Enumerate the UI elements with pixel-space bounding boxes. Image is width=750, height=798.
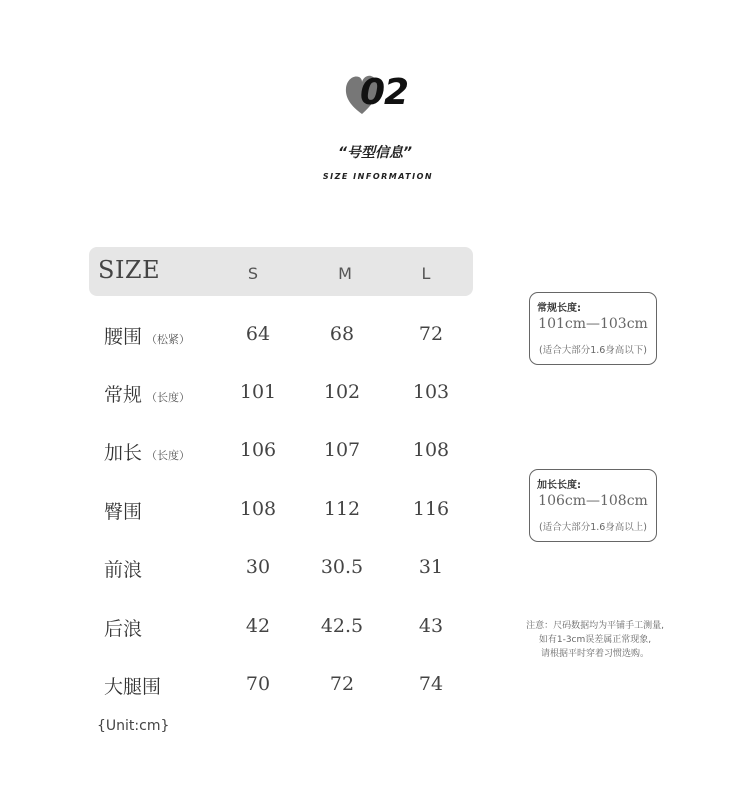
row-name: 臀围 <box>104 501 143 523</box>
long-length-info-box <box>529 469 657 542</box>
table-row-label <box>104 322 190 349</box>
section-number: 02 <box>360 72 409 113</box>
row-name: 后浪 <box>104 618 143 640</box>
table-cell: 64 <box>245 323 271 345</box>
row-name: 加长 <box>104 442 143 464</box>
regular-length-info-box <box>529 292 657 365</box>
section-subtitle: SIZE INFORMATION <box>322 172 434 181</box>
table-cell: 112 <box>323 498 361 520</box>
table-cell: 42.5 <box>320 615 364 637</box>
table-row-label <box>104 614 146 641</box>
table-cell: 42 <box>245 615 271 637</box>
column-header-s: S <box>247 264 259 283</box>
row-name: 大腿围 <box>104 676 162 698</box>
table-cell: 108 <box>412 439 450 461</box>
row-name: 腰围 <box>104 326 143 348</box>
info-box-title: 加长长度: <box>537 480 581 491</box>
info-box-note: (适合大部分1.6身高以上) <box>538 522 648 533</box>
info-box-note: (适合大部分1.6身高以下) <box>538 345 648 356</box>
table-cell: 70 <box>245 673 271 695</box>
table-cell: 102 <box>323 381 361 403</box>
section-title: “号型信息” <box>337 145 413 161</box>
table-cell: 116 <box>412 498 450 520</box>
table-cell: 106 <box>239 439 277 461</box>
column-header-m: M <box>338 264 352 283</box>
row-name: 前浪 <box>104 559 143 581</box>
table-cell: 74 <box>418 673 444 695</box>
table-cell: 43 <box>418 615 444 637</box>
table-cell: 31 <box>418 556 444 578</box>
unit-label: {Unit:cm} <box>97 718 170 734</box>
table-cell: 107 <box>323 439 361 461</box>
row-note: （长度） <box>146 449 191 462</box>
table-cell: 103 <box>412 381 450 403</box>
table-cell: 101 <box>239 381 277 403</box>
table-row-label <box>104 497 146 524</box>
section-badge <box>345 70 435 120</box>
measurement-note <box>515 619 675 661</box>
table-cell: 72 <box>418 323 444 345</box>
column-header-l: L <box>421 264 431 283</box>
note-line: 如有1-3cm误差属正常现象, <box>538 635 652 645</box>
table-header-label: SIZE <box>98 256 161 284</box>
table-cell: 30 <box>245 556 271 578</box>
table-cell: 30.5 <box>320 556 364 578</box>
table-cell: 108 <box>239 498 277 520</box>
table-row-label <box>104 380 190 407</box>
table-cell: 68 <box>329 323 355 345</box>
info-box-title: 常规长度: <box>537 303 581 314</box>
info-box-range: 106cm—108cm <box>538 493 648 509</box>
table-row-label <box>104 555 146 582</box>
row-note: （松紧） <box>146 333 191 346</box>
table-row-label <box>104 672 165 699</box>
row-note: （长度） <box>146 391 191 404</box>
info-box-range: 101cm—103cm <box>538 316 648 332</box>
table-cell: 72 <box>329 673 355 695</box>
row-name: 常规 <box>104 384 143 406</box>
table-row-label <box>104 438 190 465</box>
note-line: 请根据平时穿着习惯选购。 <box>540 649 649 659</box>
note-line: 注意：尺码数据均为平铺手工测量, <box>526 621 664 631</box>
